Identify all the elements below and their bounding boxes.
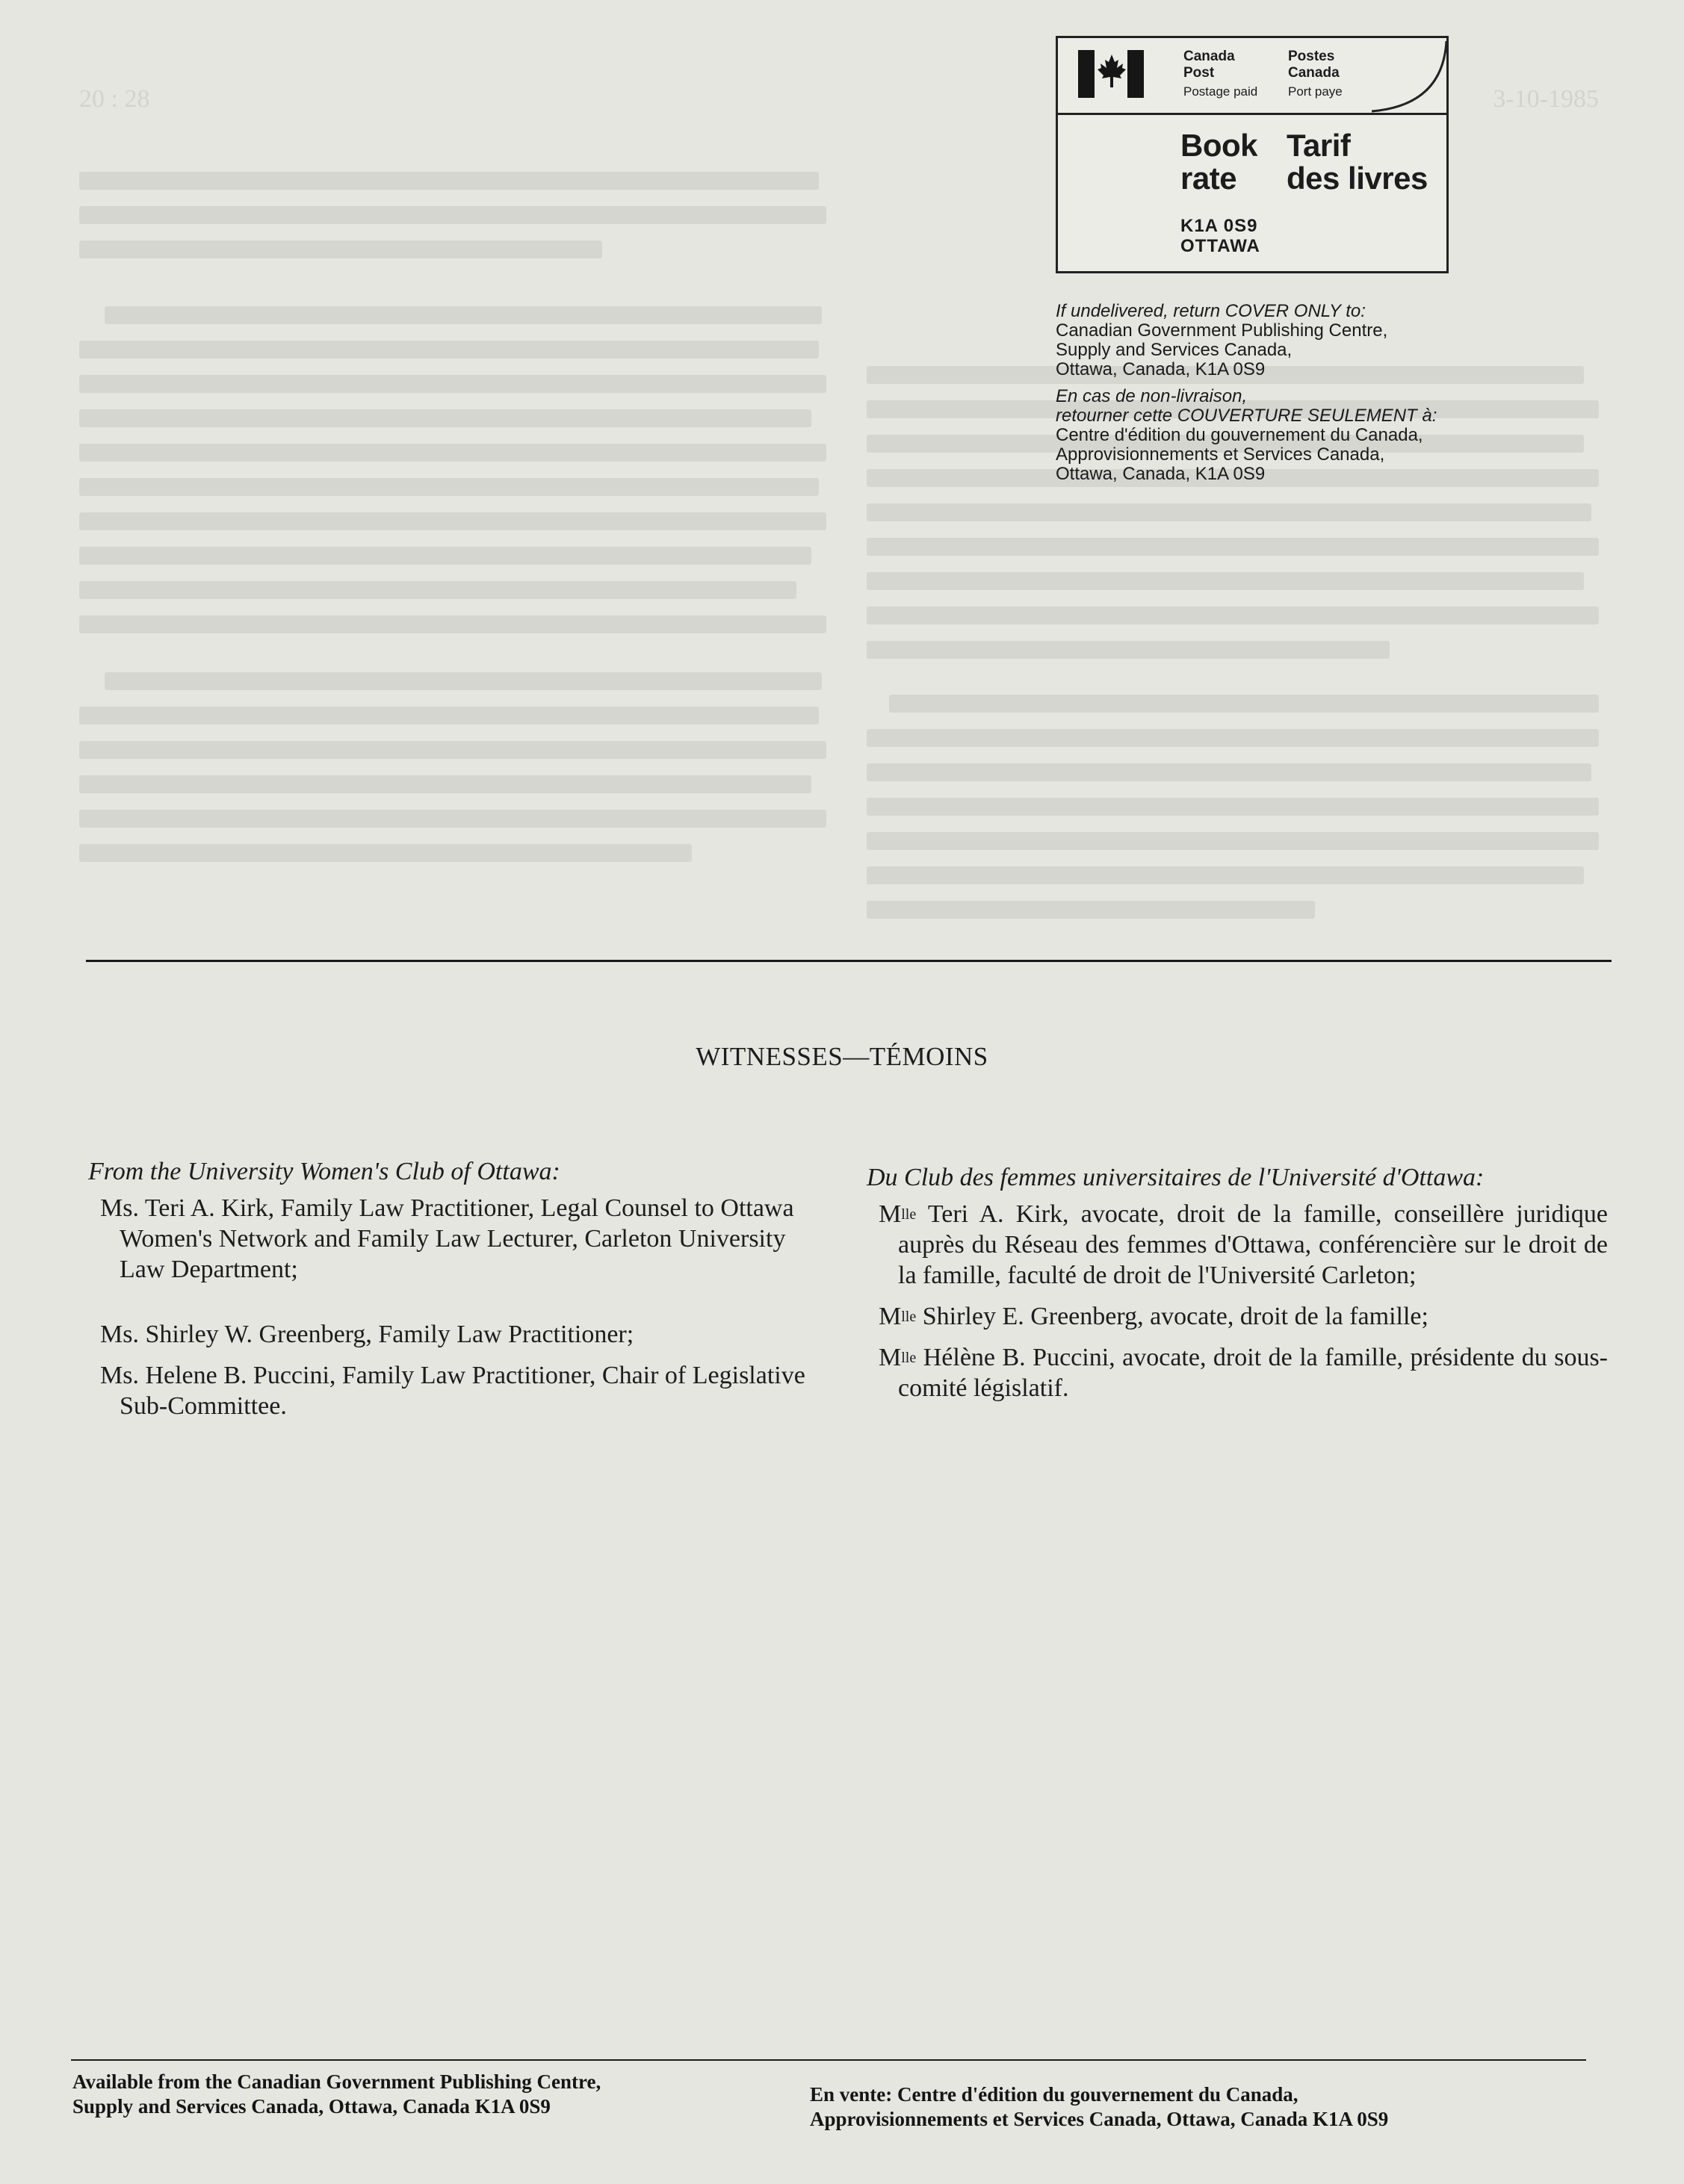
return-heading-fr: En cas de non-livraison,	[1056, 386, 1248, 406]
temoin-entry: $M^{lle}$ Teri A. Kirk, avocate, droit de la famille, conseillère juridique auprès du Réseau des femmes d'Ottawa, conférencière sur le droit de la famille, faculté de droit de l'Université Carleton;	[879, 1200, 1609, 1289]
footer-availability-en: Available from the Canadian Government Publishing Centre, Supply and Services Canada, Ottawa, Canada K1A 0S9	[72, 2070, 601, 2118]
return-line: Ottawa, Canada, K1A 0S9	[1056, 359, 1266, 379]
canada-post-label: Canada Post	[1183, 49, 1235, 81]
tarif-livres-label: Tarif des livres	[1287, 128, 1428, 196]
return-line: Approvisionnements et Services Canada,	[1056, 444, 1385, 465]
postage-curve	[1372, 38, 1446, 113]
postes-canada-label: Postes Canada	[1288, 49, 1340, 81]
section-divider	[86, 960, 1612, 962]
english-heading: From the University Women's Club of Ottawa:	[88, 1158, 560, 1185]
temoin-entry: $M^{lle}$ Shirley E. Greenberg, avocate, droit de la famille;	[879, 1303, 1428, 1330]
bleed-date: 3-10-1985	[1493, 85, 1599, 113]
postage-header	[1058, 38, 1446, 115]
book-rate-label: Book rate	[1180, 128, 1257, 196]
return-line: Canadian Government Publishing Centre,	[1056, 320, 1388, 341]
footer-availability-fr: En vente: Centre d'édition du gouvernement du Canada, Approvisionnements et Services Canada, Ottawa, Canada K1A 0S9	[810, 2083, 1389, 2130]
return-line: Ottawa, Canada, K1A 0S9	[1056, 464, 1266, 484]
return-notice	[1056, 302, 1594, 484]
witness-entry: Ms. Helene B. Puccini, Family Law Practitioner, Chair of Legislative Sub-Committee.	[100, 1362, 805, 1420]
canada-flag-icon	[1078, 50, 1144, 98]
postage-paid-label: Postage paid	[1183, 84, 1258, 99]
return-line: Supply and Services Canada,	[1056, 340, 1293, 360]
postage-box	[1056, 36, 1449, 273]
temoin-entry: $M^{lle}$ Hélène B. Puccini, avocate, droit de la famille, présidente du sous-comité législatif.	[879, 1344, 1608, 1402]
postal-code: K1A 0S9 OTTAWA	[1180, 216, 1260, 256]
witnesses-title: WITNESSES—TÉMOINS	[696, 1042, 988, 1071]
return-heading-en: If undelivered, return COVER ONLY to:	[1056, 301, 1366, 321]
witness-entry: Ms. Teri A. Kirk, Family Law Practitioner, Legal Counsel to Ottawa Women's Network and Family Law Lecturer, Carleton University Law Department;	[100, 1194, 794, 1283]
french-heading: Du Club des femmes universitaires de l'Université d'Ottawa:	[867, 1164, 1485, 1191]
witnesses-french-column	[867, 1162, 1608, 1414]
return-line: Centre d'édition du gouvernement du Canada,	[1056, 425, 1423, 445]
bleed-page-ref: 20 : 28	[79, 85, 150, 113]
port-paye-label: Port paye	[1288, 84, 1343, 99]
witness-entry: Ms. Shirley W. Greenberg, Family Law Practitioner;	[100, 1321, 634, 1348]
witnesses-english-column	[88, 1156, 828, 1432]
return-heading-fr: retourner cette COUVERTURE SEULEMENT à:	[1056, 406, 1437, 426]
footer-divider	[71, 2059, 1586, 2061]
